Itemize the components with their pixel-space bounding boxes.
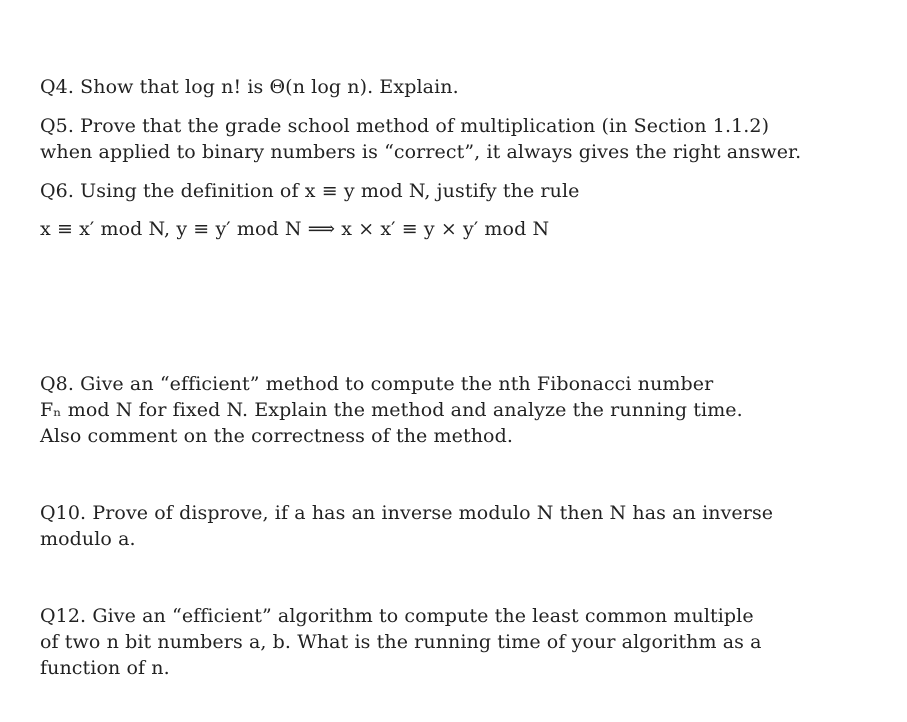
q12-line-2: of two n bit numbers a, b. What is the running time of your algorithm as a <box>40 631 762 653</box>
q4-line-1: Q4. Show that log n! is Θ(n log n). Explain. <box>40 76 459 98</box>
q8-line-1: Q8. Give an “efficient” method to compute the nth Fibonacci number <box>40 373 714 395</box>
q6-line-1: Q6. Using the definition of x ≡ y mod N, justify the rule <box>40 180 580 202</box>
q10-line-2: modulo a. <box>40 528 136 550</box>
q12-line-1: Q12. Give an “efficient” algorithm to compute the least common multiple <box>40 605 754 627</box>
q5-line-1: Q5. Prove that the grade school method of multiplication (in Section 1.1.2) <box>40 115 770 137</box>
q10-line-1: Q10. Prove of disprove, if a has an inverse modulo N then N has an inverse <box>40 502 774 524</box>
q12-line-3: function of n. <box>40 657 170 679</box>
q5-line-2: when applied to binary numbers is “correct”, it always gives the right answer. <box>40 141 802 163</box>
q8-line-3: Also comment on the correctness of the method. <box>40 425 513 447</box>
q8-line-2: Fₙ mod N for fixed N. Explain the method and analyze the running time. <box>40 399 743 421</box>
q6-rule: x ≡ x′ mod N, y ≡ y′ mod N ⟹ x × x′ ≡ y × y′ mod N <box>40 218 550 240</box>
